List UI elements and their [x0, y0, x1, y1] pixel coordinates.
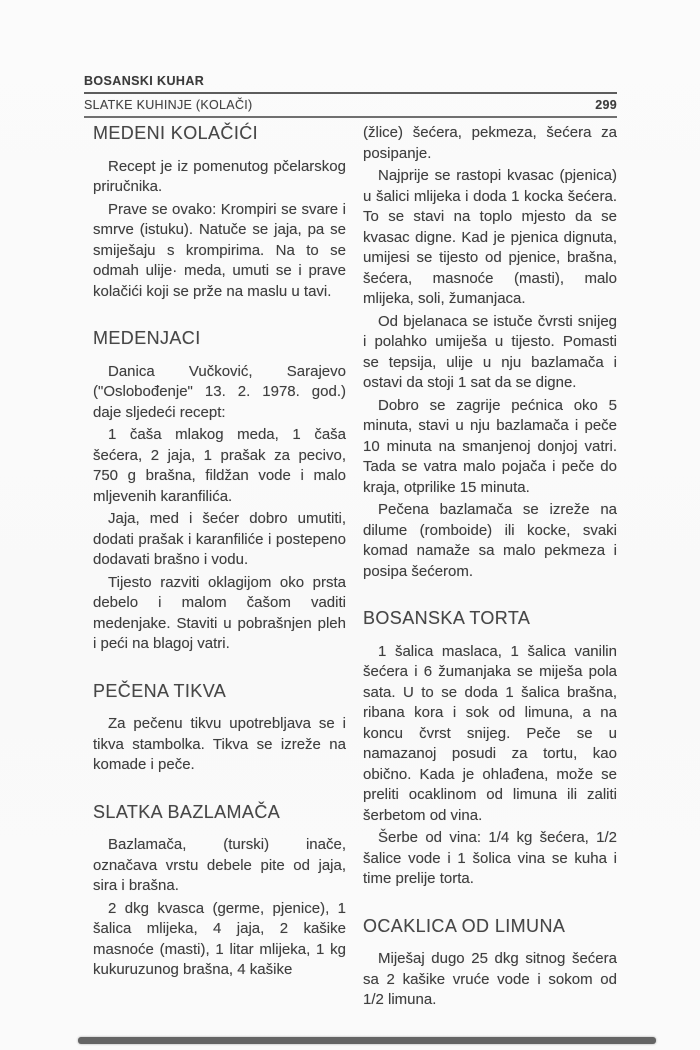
recipe-paragraph: Recept je iz pomenutog pčelarskog priručnika.	[93, 157, 346, 195]
recipe-paragraph: Od bjelanaca se istuče čvrsti snijeg i polahko umiješa u tijesto. Pomasti se tepsija, ulije u nju bazlamača i ostavi da stoji 1 sat da se digne.	[363, 312, 617, 391]
recipe-paragraph: Miješaj dugo 25 dkg sitnog šećera sa 2 kašike vruće vode i sokom od 1/2 limuna.	[363, 950, 617, 1008]
page-header	[84, 74, 617, 118]
recipe-paragraph: Pečena bazlamača se izreže na dilume (romboide) ili kocke, svaki komad namaže sa malo pekmeza i posipa šećerom.	[363, 501, 617, 580]
section-heading-slatka-bazlamaca: SLATKA BAZLAMAČA	[93, 801, 281, 822]
recipe-paragraph: Jaja, med i šećer dobro umutiti, dodati prašak i karanfiliće i postepeno dodavati brašno i vodu.	[93, 510, 346, 568]
chapter-title: SLATKE KUHINJE (KOLAČI)	[84, 98, 253, 112]
recipe-paragraph: Šerbe od vina: 1/4 kg šećera, 1/2 šalice vode i 1 šolica vina se kuha i time prelije torta.	[363, 829, 617, 887]
left-column	[93, 121, 346, 1013]
recipe-paragraph: Prave se ovako: Krompiri se svare i smrve (istuku). Natuče se jaja, pa se smiješaju s krompirima. Na to se odmah ulije· meda, umuti se i prave kolačići koji se prže na maslu u tavi.	[93, 200, 346, 300]
recipe-paragraph: 1 čaša mlakog meda, 1 čaša šećera, 2 jaja, 1 prašak za pecivo, 750 g brašna, fildžan vode i malo mljevenih karanfilića.	[93, 426, 346, 505]
recipe-paragraph: Bazlamača, (turski) inače, označava vrstu debele pite od jaja, sira i brašna.	[93, 836, 346, 894]
section-heading-medeni-kolacici: MEDENI KOLAČIĆI	[93, 123, 259, 143]
recipe-paragraph: Najprije se rastopi kvasac (pjenica) u šalici mlijeka i doda 1 kocka šećera. To se stavi na toplo mjesto da se kvasac digne. Kad je pjenica dignuta, umijesi se tijesto od pjenice, brašna, šećera, masnoće (masti), malo mlijeka, soli, žumanjaca.	[363, 167, 617, 307]
page-number: 299	[595, 98, 617, 112]
recipe-paragraph: Dobro se zagrije pećnica oko 5 minuta, stavi u nju bazlamača i peče 10 minuta na smanjenoj donjoj vatri. Tada se vatra malo pojača i peče do kraja, otprilike 15 minuta.	[363, 396, 617, 496]
recipe-paragraph: Danica Vučković, Sarajevo ("Oslobođenje" 13. 2. 1978. god.) daje sljedeći recept:	[93, 362, 346, 421]
recipe-paragraph-continued: (žlice) šećera, pekmeza, šećera za posipanje.	[363, 124, 617, 162]
section-heading-bosanska-torta: BOSANSKA TORTA	[363, 608, 531, 628]
recipe-paragraph: Za pečenu tikvu upotrebljava se i tikva stambolka. Tikva se izreže na komade i peče.	[93, 715, 346, 773]
right-column	[363, 121, 617, 1013]
page-body	[93, 121, 617, 1013]
recipe-paragraph: 1 šalica maslaca, 1 šalica vanilin šećera i 6 žumanjaka se miješa pola sata. U to se doda 1 šalica brašna, ribana kora i sok od limuna, a na koncu čvrst snijeg. Peče se u namazanoj posudi za tortu, kao obično. Kada je ohlađena, može se preliti ocaklinom od limuna ili zaliti šerbetom od vina.	[363, 642, 617, 824]
section-heading-pecena-tikva: PEČENA TIKVA	[93, 680, 227, 701]
section-heading-medenjaci: MEDENJACI	[93, 328, 201, 348]
section-heading-ocaklica-od-limuna: OCAKLICA OD LIMUNA	[363, 915, 566, 936]
book-title: BOSANSKI KUHAR	[84, 74, 617, 94]
scan-artifact-bar	[78, 1037, 656, 1044]
running-head	[84, 94, 617, 118]
recipe-paragraph: Tijesto razviti oklagijom oko prsta debelo i malom čašom vaditi medenjake. Staviti u pobrašnjen pleh i peći na blagoj vatri.	[93, 573, 346, 652]
recipe-paragraph: 2 dkg kvasca (germe, pjenice), 1 šalica mlijeka, 4 jaja, 2 kašike masnoće (masti), 1 litar mlijeka, 1 kg kukuruzunog brašna, 4 kašike	[93, 899, 346, 978]
